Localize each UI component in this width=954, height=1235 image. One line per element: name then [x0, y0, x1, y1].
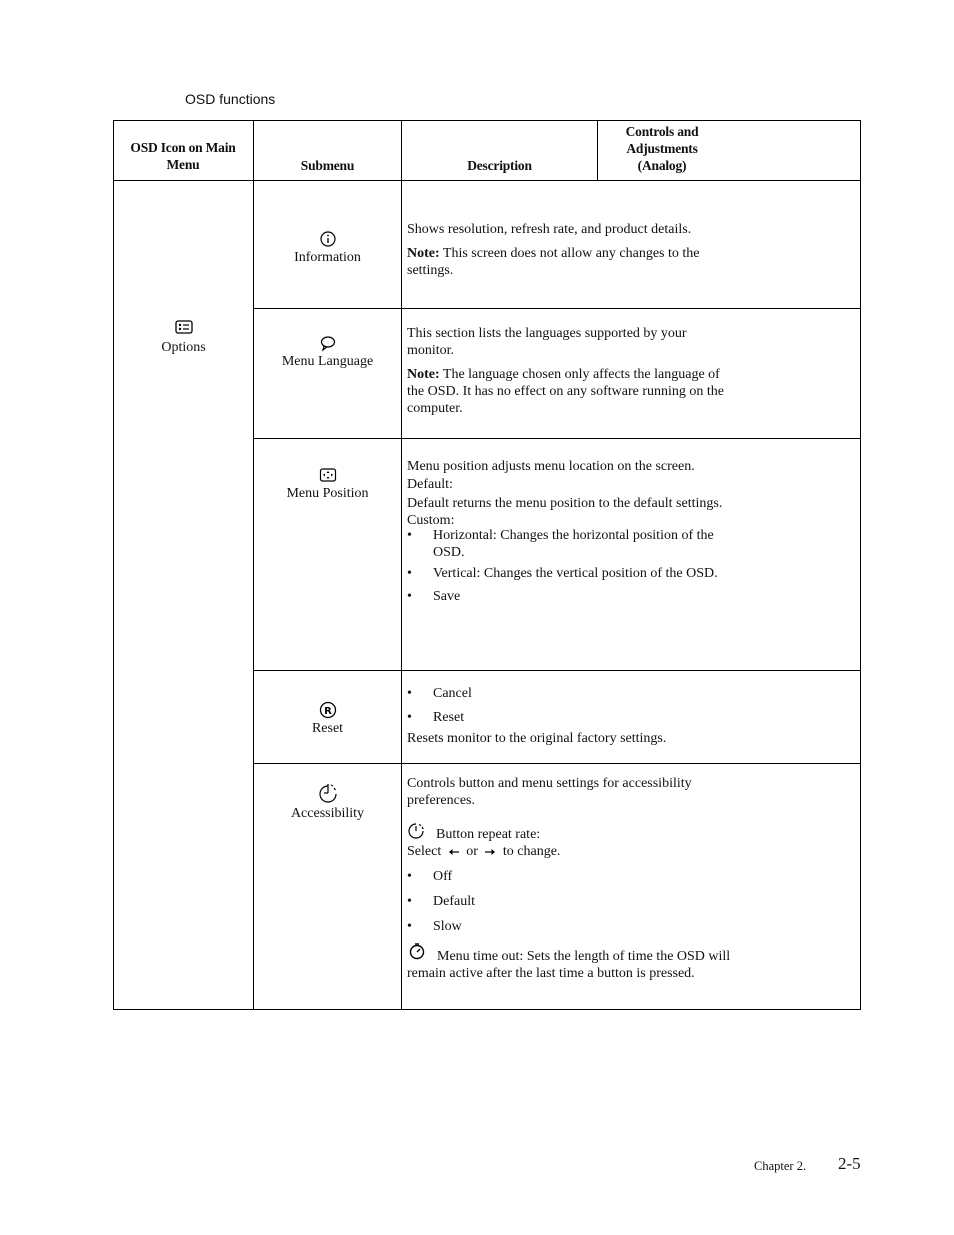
- description-reset: [407, 685, 737, 747]
- submenu-label: Information: [294, 250, 361, 265]
- select-suffix: to change.: [502, 844, 561, 859]
- select-line: [407, 843, 737, 860]
- right-arrow-icon: [484, 847, 496, 857]
- repeat-rate-label: Button repeat rate:: [436, 827, 541, 842]
- bullet-item: • Save: [407, 588, 737, 605]
- timer-icon: [407, 942, 427, 960]
- description-menu-language: [407, 325, 737, 417]
- bullet-item: • Off: [407, 868, 737, 885]
- submenu-label: Reset: [311, 721, 344, 736]
- submenu-menu-language: [254, 334, 401, 370]
- row-divider: [253, 308, 861, 309]
- bullet-item: • Reset: [407, 709, 737, 726]
- repeat-rate-icon: [407, 822, 427, 840]
- note-label: Note:: [407, 367, 440, 382]
- accessibility-icon: [317, 782, 339, 804]
- main-menu-options: [114, 318, 253, 356]
- bullet-item: • Cancel: [407, 685, 737, 702]
- position-icon: [319, 466, 337, 484]
- header-description: Description: [467, 158, 532, 173]
- description-line: Menu position adjusts menu location on the screen.: [407, 459, 695, 474]
- description-accessibility: [407, 775, 737, 982]
- row-divider: [253, 670, 861, 671]
- left-arrow-icon: [448, 847, 460, 857]
- description-text: Shows resolution, refresh rate, and product details.: [407, 222, 692, 237]
- bullet-item: • Vertical: Changes the vertical position of the OSD.: [407, 565, 737, 582]
- header-osd-icon: OSD Icon on Main Menu: [130, 140, 236, 172]
- description-information: [407, 221, 737, 279]
- main-menu-label: Options: [161, 340, 206, 355]
- note-label: Note:: [407, 246, 440, 261]
- description-note: [407, 366, 737, 417]
- submenu-label: Menu Language: [281, 354, 374, 369]
- row-divider: [253, 438, 861, 439]
- submenu-label: Accessibility: [290, 806, 365, 821]
- menu-timeout-text: Menu time out: Sets the length of time the OSD will remain active after the last time a button is pressed.: [407, 949, 731, 981]
- bullet-item: • Slow: [407, 918, 737, 935]
- select-or: or: [466, 844, 478, 859]
- submenu-information: [254, 230, 401, 266]
- submenu-accessibility: [254, 782, 401, 822]
- submenu-reset: [254, 701, 401, 737]
- submenu-label: Menu Position: [286, 486, 369, 501]
- description-line: Default:: [407, 477, 453, 492]
- header-submenu: Submenu: [300, 158, 355, 173]
- description-text: This section lists the languages supported by your monitor.: [407, 326, 687, 358]
- column-divider: [597, 120, 598, 181]
- bullet-item: • Default: [407, 893, 737, 910]
- row-divider: [253, 763, 861, 764]
- column-divider: [401, 120, 402, 1010]
- bullet-item: • Horizontal: Changes the horizontal position of the OSD.: [407, 527, 737, 561]
- header-controls: Controls and Adjustments (Analog): [625, 124, 699, 173]
- reset-icon: [319, 701, 337, 719]
- page-number: 2-5: [838, 1154, 861, 1173]
- select-prefix: Select: [407, 844, 442, 859]
- description-note: [407, 245, 737, 279]
- information-icon: [319, 230, 337, 248]
- description-line: Default returns the menu position to the default settings.: [407, 496, 723, 511]
- svg-text:R: R: [323, 706, 332, 717]
- description-line: Custom:: [407, 513, 455, 528]
- note-text: This screen does not allow any changes to the settings.: [407, 246, 700, 278]
- header-divider: [113, 180, 861, 181]
- footer-chapter: Chapter 2.: [754, 1159, 807, 1173]
- description-text: Resets monitor to the original factory settings.: [407, 731, 667, 746]
- submenu-menu-position: [254, 466, 401, 502]
- speech-bubble-icon: [319, 334, 337, 352]
- repeat-rate-line: [407, 822, 737, 843]
- description-menu-position: [407, 458, 737, 605]
- description-text: Controls button and menu settings for accessibility preferences.: [407, 776, 692, 808]
- options-icon: [174, 318, 194, 336]
- menu-timeout-line: [407, 948, 737, 982]
- note-text: The language chosen only affects the language of the OSD. It has no effect on any software running on the computer.: [407, 367, 724, 416]
- section-title: OSD functions: [185, 91, 276, 107]
